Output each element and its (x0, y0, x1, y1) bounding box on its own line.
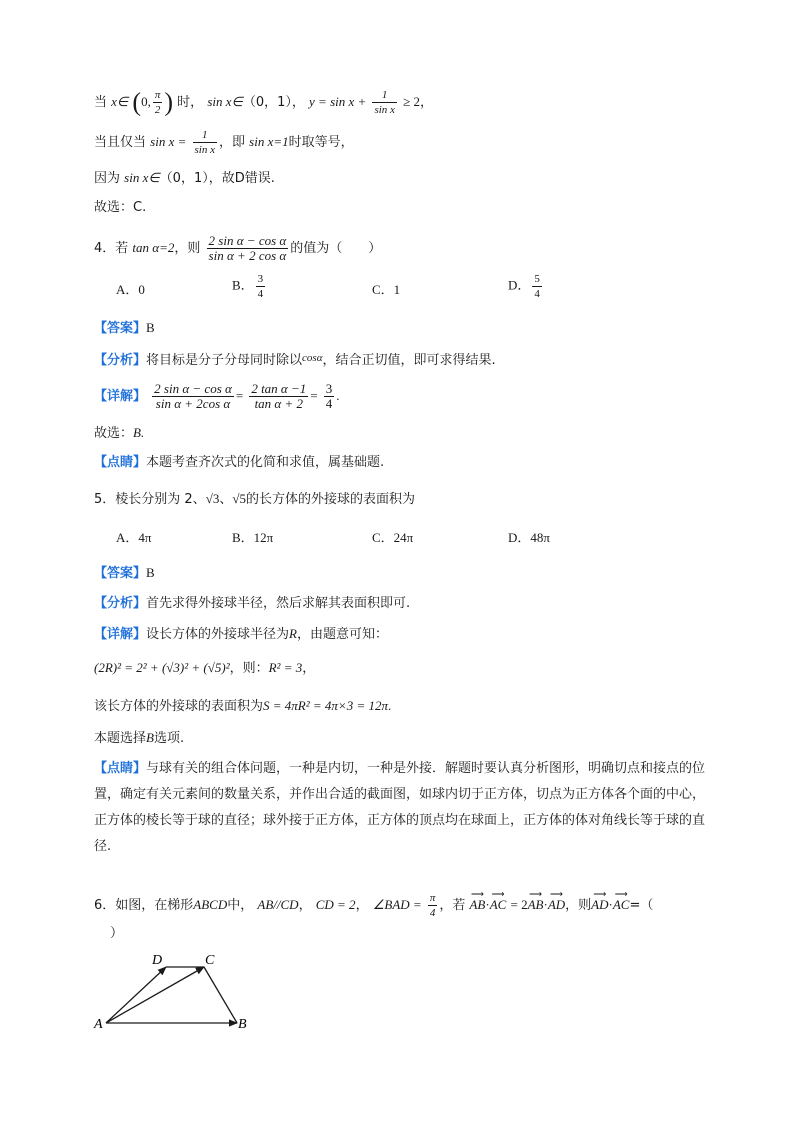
vector: ⟶ AC (613, 895, 630, 915)
math: R (289, 626, 297, 641)
text: 该长方体的外接球的表面积为 (94, 699, 264, 714)
trapezoid-figure (92, 950, 262, 1040)
text: 选项. (153, 731, 185, 746)
text: 将目标是分子分母同时除以 (146, 353, 303, 368)
fraction: $\frac{3}{4}$ (257, 273, 264, 300)
line-3 (94, 168, 275, 189)
tag-detail: 【详解】 (94, 389, 147, 404)
line-4 (94, 198, 146, 218)
text: 时， (177, 95, 204, 110)
text: 的长方体的外接球的表面积为 (245, 492, 415, 507)
text: ，则 (565, 898, 592, 913)
label-d: D (152, 953, 163, 968)
q5-detail (94, 624, 388, 645)
text: 因为 (94, 171, 121, 186)
vector: ⟶ AD (548, 895, 565, 915)
math: = (310, 388, 318, 403)
text: ，则： (229, 661, 269, 676)
text: 时取等号， (288, 135, 354, 150)
math: R² = 3 (268, 660, 303, 675)
tag-point: 【点睛】 (94, 761, 147, 776)
q4-answer (94, 318, 155, 339)
text: （0，1） (242, 95, 292, 110)
q4-point (94, 453, 384, 473)
answer-value: B (146, 320, 155, 335)
q5-surface (94, 696, 391, 717)
q4-select (94, 423, 144, 444)
segment-cb (204, 967, 237, 1023)
text: 的值为（ ） (290, 241, 382, 256)
vector: ⟶ AB (469, 895, 485, 915)
vector: ⟶ AC (490, 895, 507, 915)
text: 首先求得外接球半径，然后求解其表面积即可. (146, 596, 411, 611)
text: 故选： (94, 426, 134, 441)
math: ∠BAD = (372, 897, 422, 912)
label-c: C (205, 953, 215, 968)
math: y = sin x + (309, 94, 367, 109)
text: ，则 (174, 241, 201, 256)
math: = (235, 388, 244, 403)
math: sin x=1 (249, 134, 289, 149)
math: tan α=2 (132, 240, 175, 255)
fraction: $\frac{\text{2 tan α −1}}{\text{tan α + 2}}$ (251, 381, 307, 411)
tag-analysis: 【分析】 (94, 353, 147, 368)
math: cosα (302, 352, 323, 364)
tag-answer: 【答案】 (94, 566, 147, 581)
segment-ac (106, 967, 204, 1023)
text: 与球有关的组合体问题，一种是内切，一种是外接．解题时要认真分析图形，明确切点和接点的位置，确定有关元素间的数量关系，并作出合适的截面图，如球内切于正方体，切点为正方体各个面的中心，正方体的棱长等于球的直径；球外接于正方体，正方体的顶点均在球面上，正方体的体对角线长等于球的直径. (94, 761, 706, 854)
answer-value: B (146, 565, 155, 580)
line-1 (94, 88, 433, 117)
text: ，即 (219, 135, 246, 150)
text: ，若 (439, 898, 466, 913)
math: B (146, 730, 154, 745)
tag-analysis: 【分析】 (94, 596, 147, 611)
text: 本题选择 (94, 731, 147, 746)
fraction: $\frac{5}{4}$ (534, 273, 540, 300)
math: B. (133, 425, 145, 440)
math: = 2 (510, 897, 528, 912)
math: AB//CD (257, 897, 299, 912)
text: 中， (227, 898, 254, 913)
tag-detail: 【详解】 (94, 627, 147, 642)
q5-equation (94, 658, 315, 679)
text: ， (298, 898, 312, 913)
text: ， (302, 661, 316, 676)
math: · (485, 897, 490, 912)
option-b: B．12π (232, 530, 274, 545)
fraction: $\frac{\pi}{4}$ (429, 892, 436, 919)
text: 4．若 (94, 241, 129, 256)
math: √5 (232, 491, 246, 506)
text: 6．如图，在梯形 (94, 898, 194, 913)
fraction: $\frac{1}{\text{sin x}}$ (374, 89, 395, 116)
text: 故选：C. (94, 200, 147, 215)
text: ， (291, 95, 305, 110)
q4-analysis (94, 348, 496, 371)
math: sin x∈ (124, 170, 160, 185)
text: ，结合正切值，即可求得结果. (322, 353, 496, 368)
option-c: C．1 (372, 282, 401, 297)
text: ，由题意可知： (296, 627, 388, 642)
vector: ⟶ AD (591, 895, 608, 915)
q5-analysis (94, 594, 410, 614)
math: S = 4πR² = 4π×3 = 12π (263, 698, 388, 713)
option-a: A．0 (116, 282, 145, 297)
text: 设长方体的外接球半径为 (146, 627, 290, 642)
math: sin x∈ (207, 94, 243, 109)
fraction: $\frac{\text{2 sin α − cos α}}{\text{sin α + 2cos α}}$ (154, 381, 232, 411)
q4-detail (94, 382, 340, 411)
math: sin x = (150, 134, 187, 149)
option-d: D． $\frac{5}{4}$ (508, 273, 540, 300)
text: ，故D错误. (208, 171, 275, 186)
label-a: A (94, 1017, 103, 1032)
math: · (608, 897, 613, 912)
math: (2R)² = 2² + (√3)² + (√5)² (94, 660, 230, 675)
paren: ( (132, 87, 142, 117)
text: 当 (94, 95, 108, 110)
math: 0, (141, 94, 151, 109)
option-a: A．4π (116, 530, 152, 545)
fraction: $\frac{3}{4}$ (325, 381, 333, 411)
segment-ad (106, 967, 166, 1023)
option-c: C．24π (372, 530, 414, 545)
text: ） (110, 926, 124, 941)
math: . (387, 698, 392, 713)
q5-point (94, 756, 714, 860)
text: 、 (219, 492, 233, 507)
text: 本题考查齐次式的化简和求值，属基础题. (146, 455, 385, 470)
fraction: $\frac{\pi}{2}$ (154, 89, 161, 116)
question-4 (94, 234, 381, 263)
math: x∈ (111, 94, 129, 109)
text: 当且仅当 (94, 135, 147, 150)
paren: ) (164, 87, 174, 117)
fraction: $\frac{\text{2 sin α − cos α}}{\text{sin α + 2 cos α}}$ (208, 233, 287, 263)
question-6-close (110, 924, 123, 944)
math: ABCD (193, 897, 228, 912)
math: . (336, 388, 340, 403)
option-d: D．48π (508, 530, 550, 545)
option-b: B． $\frac{3}{4}$ (232, 273, 264, 300)
math: √3 (205, 491, 220, 506)
tag-point: 【点睛】 (94, 455, 147, 470)
label-b: B (238, 1017, 247, 1032)
vector: ⟶ AB (528, 895, 544, 915)
text: =（ (629, 898, 654, 913)
question-6 (94, 891, 653, 920)
q5-answer (94, 563, 155, 584)
text: ， (355, 898, 369, 913)
question-5 (94, 489, 415, 510)
text: （0，1） (159, 171, 209, 186)
line-2 (94, 128, 354, 157)
text: 5．棱长分别为 2、 (94, 492, 206, 507)
q5-select (94, 728, 184, 749)
tag-answer: 【答案】 (94, 321, 147, 336)
math: · (543, 897, 548, 912)
math: ≥ 2， (403, 94, 433, 109)
math: CD = 2 (315, 897, 356, 912)
fraction: $\frac{1}{\text{sin x}}$ (194, 129, 215, 156)
